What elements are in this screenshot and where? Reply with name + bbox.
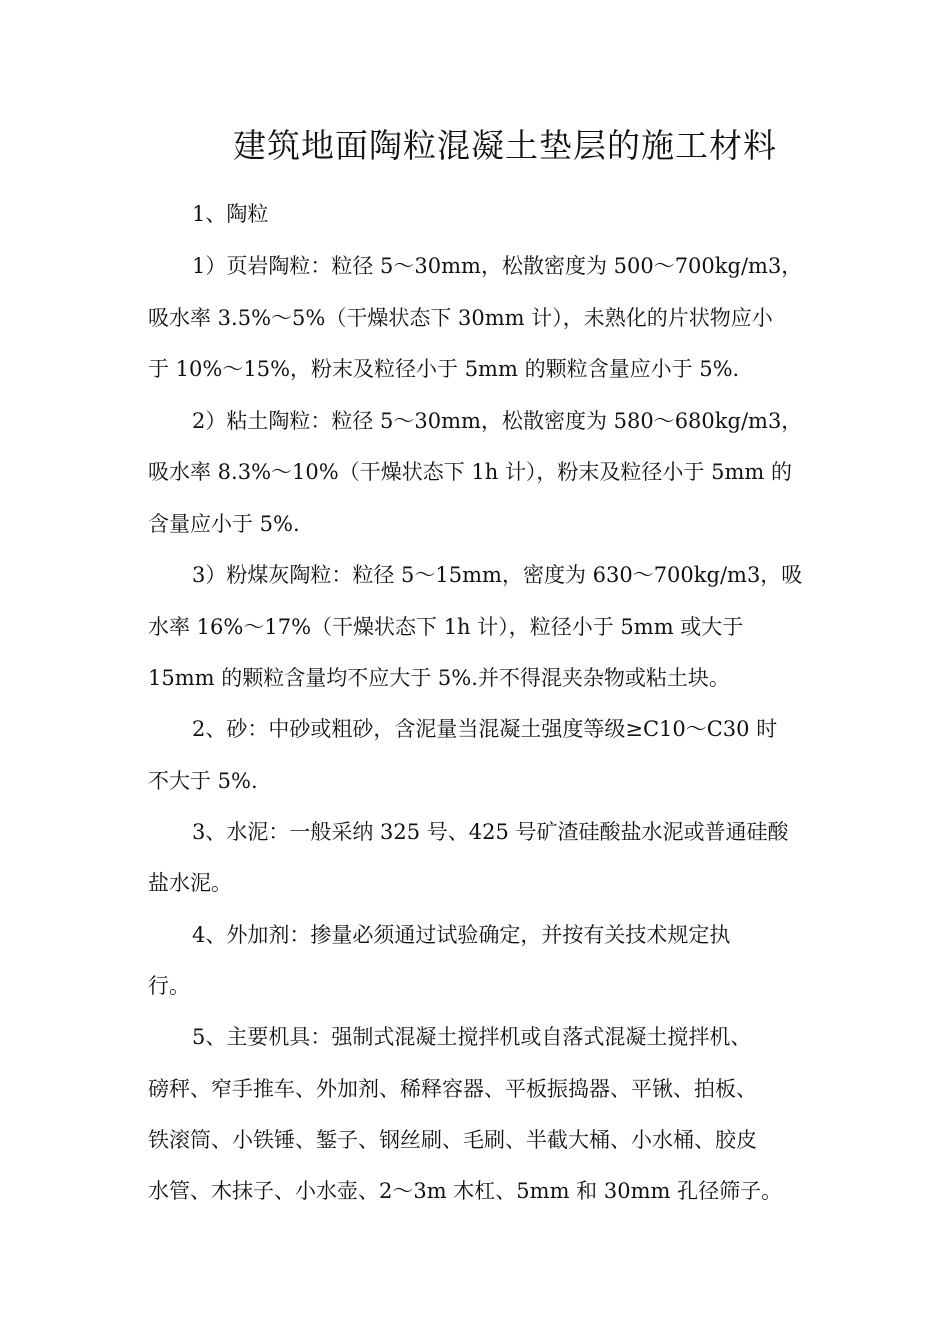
text-line: 水管、木抹子、小水壶、2～3m 木杠、5mm 和 30mm 孔径筛子。 — [148, 1179, 783, 1203]
text-line: 吸水率 3.5%～5%（干燥状态下 30mm 计），未熟化的片状物应小 — [148, 306, 773, 330]
text-line: 2）粘土陶粒：粒径 5～30mm，松散密度为 580～680kg/m3， — [192, 409, 803, 433]
text-line: 铁滚筒、小铁锤、錾子、钢丝刷、毛刷、半截大桶、小水桶、胶皮 — [148, 1128, 757, 1152]
text-line: 含量应小于 5%. — [148, 512, 300, 536]
text-line: 1、陶粒 — [192, 202, 269, 226]
text-line: 不大于 5%. — [148, 769, 258, 793]
text-line: 4、外加剂：掺量必须通过试验确定，并按有关技术规定执 — [192, 923, 731, 947]
text-line: 行。 — [148, 974, 190, 998]
text-line: 3）粉煤灰陶粒：粒径 5～15mm，密度为 630～700kg/m3，吸 — [192, 563, 803, 587]
text-line: 2、砂：中砂或粗砂，含泥量当混凝土强度等级≥C10～C30 时 — [192, 717, 778, 741]
text-line: 15mm 的颗粒含量均不应大于 5%.并不得混夹杂物或粘土块。 — [148, 666, 730, 690]
document-title: 建筑地面陶粒混凝土垫层的施工材料 — [233, 126, 777, 165]
text-line: 于 10%～15%，粉末及粒径小于 5mm 的颗粒含量应小于 5%. — [148, 357, 740, 381]
text-line: 吸水率 8.3%～10%（干燥状态下 1h 计），粉末及粒径小于 5mm 的 — [148, 460, 792, 484]
text-line: 盐水泥。 — [148, 871, 232, 895]
text-line: 磅秤、窄手推车、外加剂、稀释容器、平板振捣器、平锹、拍板、 — [148, 1077, 757, 1101]
text-line: 3、水泥：一般采纳 325 号、425 号矿渣硅酸盐水泥或普通硅酸 — [192, 820, 789, 844]
text-line: 5、主要机具：强制式混凝土搅拌机或自落式混凝土搅拌机、 — [192, 1025, 752, 1049]
text-line: 水率 16%～17%（干燥状态下 1h 计），粒径小于 5mm 或大于 — [148, 615, 744, 639]
text-line: 1）页岩陶粒：粒径 5～30mm，松散密度为 500～700kg/m3， — [192, 254, 803, 278]
